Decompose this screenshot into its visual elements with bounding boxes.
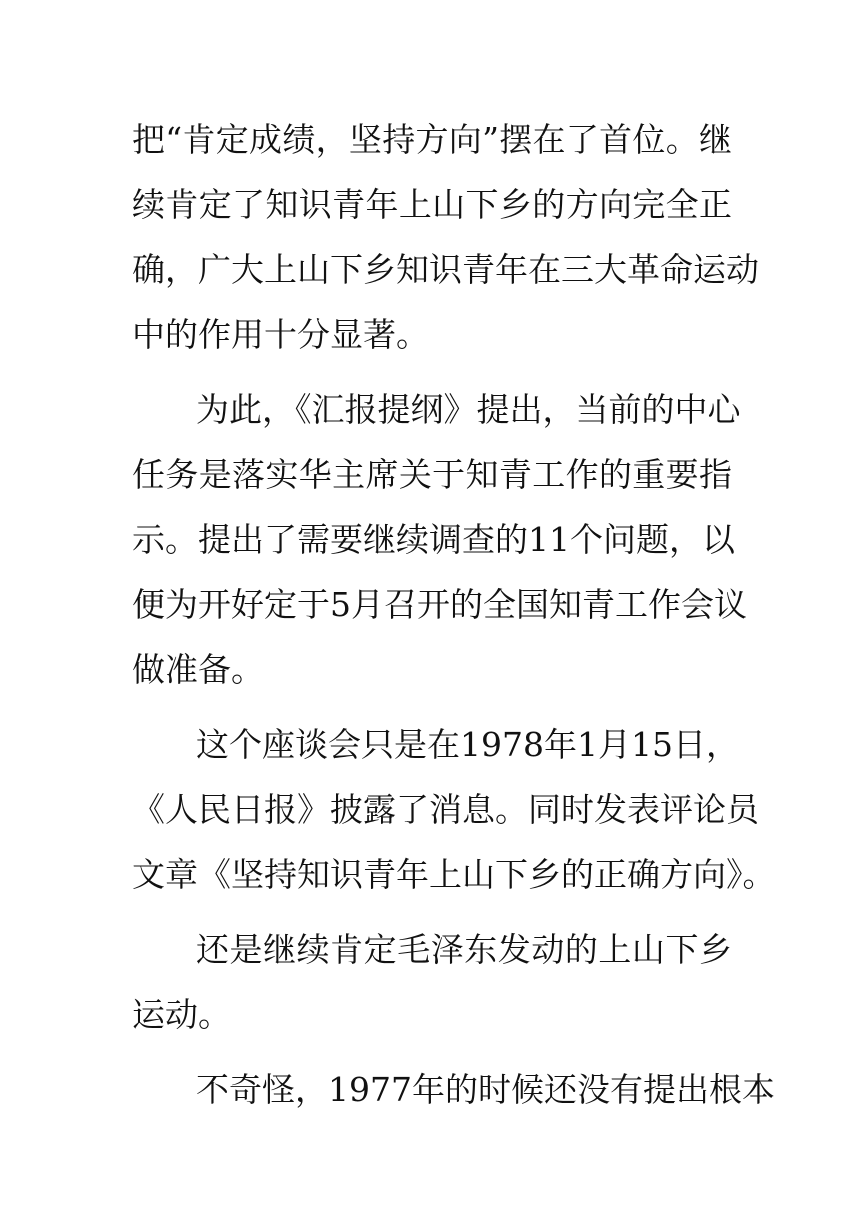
text-line: 示。提出了需要继续调查的11个问题，以 xyxy=(132,520,735,559)
paragraph-first-line: 这个座谈会只是在1978年1月15日， xyxy=(196,725,739,764)
text-line: 文章《坚持知识青年上山下乡的正确方向》。 xyxy=(132,855,776,894)
text-line: 任务是落实华主席关于知青工作的重要指 xyxy=(132,455,732,494)
text-line: 把“肯定成绩，坚持方向”摆在了首位。继 xyxy=(132,120,732,159)
text-line: 运动。 xyxy=(132,995,231,1034)
text-line: 确，广大上山下乡知识青年在三大革命运动 xyxy=(132,250,759,289)
text-line: 续肯定了知识青年上山下乡的方向完全正 xyxy=(132,185,732,224)
text-line: 便为开好定于5月召开的全国知青工作会议 xyxy=(132,585,747,624)
text-line: 中的作用十分显著。 xyxy=(132,315,429,354)
paragraph-first-line: 还是继续肯定毛泽东发动的上山下乡 xyxy=(196,930,732,969)
paragraph-first-line: 为此，《汇报提纲》提出，当前的中心 xyxy=(196,390,741,429)
text-line: 《人民日报》披露了消息。同时发表评论员 xyxy=(132,790,759,829)
paragraph-first-line: 不奇怪，1977年的时候还没有提出根本 xyxy=(196,1070,775,1109)
text-line: 做准备。 xyxy=(132,650,264,689)
